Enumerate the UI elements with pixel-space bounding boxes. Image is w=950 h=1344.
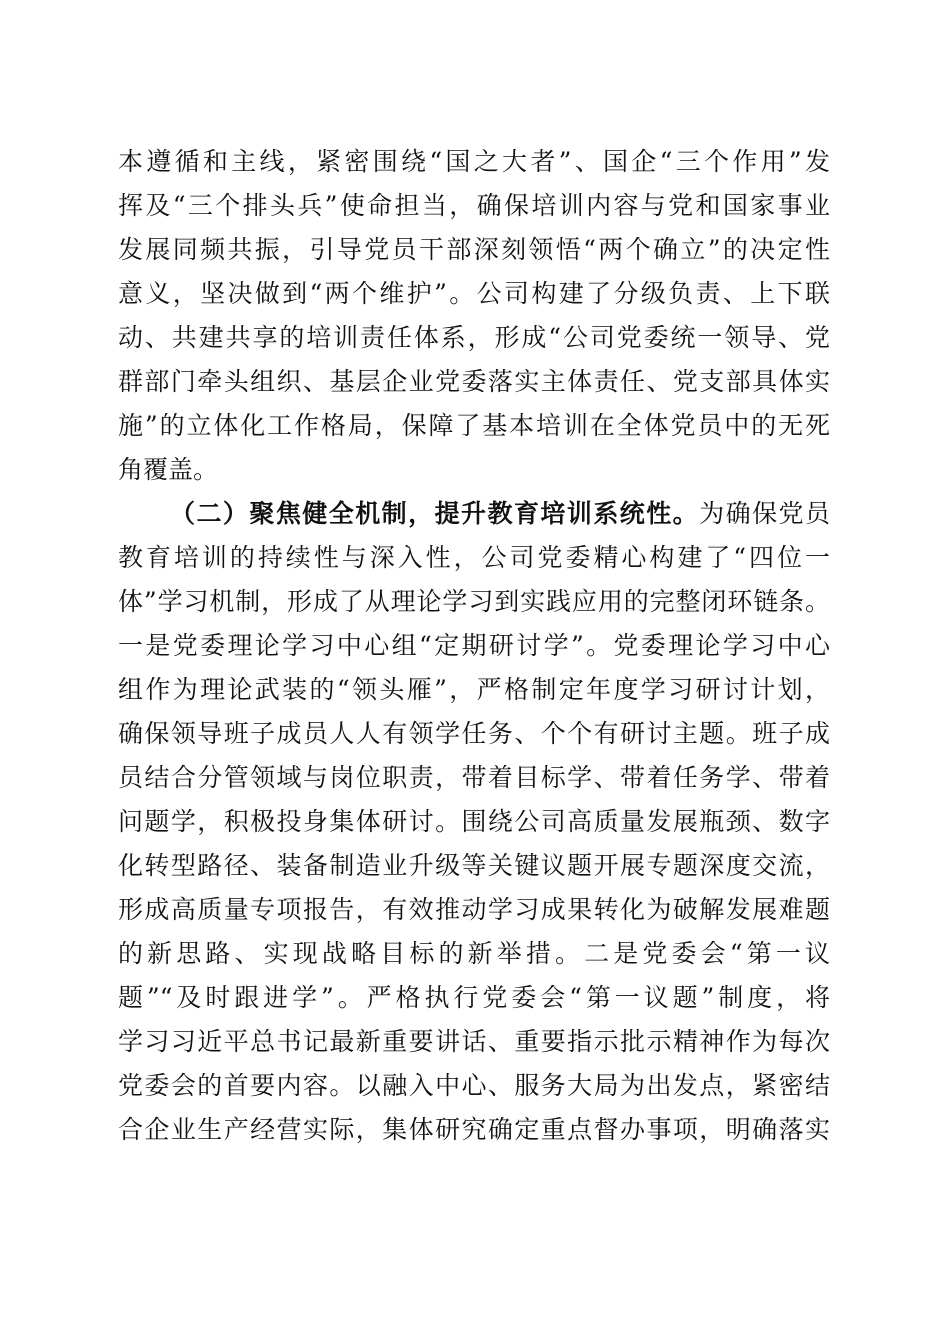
- text-line: 本遵循和主线，紧密围绕“国之大者”、国企“三个作用”发: [118, 147, 830, 176]
- text-line: 动、共建共享的培训责任体系，形成“公司党委统一领导、党: [118, 323, 830, 352]
- body-text: [118, 140, 830, 1152]
- text-line: 意义，坚决做到“两个维护”。公司构建了分级负责、上下联: [118, 279, 830, 308]
- text-line: 合企业生产经营实际，集体研究确定重点督办事项，明确落实: [118, 1115, 830, 1144]
- text-line: 一是党委理论学习中心组“定期研讨学”。党委理论学习中心: [118, 631, 830, 660]
- text-line: 学习习近平总书记最新重要讲话、重要指示批示精神作为每次: [118, 1027, 830, 1056]
- section-heading-continuation: 为确保党员: [699, 499, 830, 528]
- section-heading: （二）聚焦健全机制，提升教育培训系统性。: [170, 499, 700, 528]
- text-line: 施”的立体化工作格局，保障了基本培训在全体党员中的无死: [118, 411, 830, 440]
- text-line: 题”“及时跟进学”。严格执行党委会“第一议题”制度，将: [118, 983, 830, 1012]
- section-two-first-line: [118, 492, 830, 536]
- text-line: 角覆盖。: [118, 455, 219, 484]
- text-line: 确保领导班子成员人人有领学任务、个个有研讨主题。班子成: [118, 719, 830, 748]
- text-line: 群部门牵头组织、基层企业党委落实主体责任、党支部具体实: [118, 367, 830, 396]
- text-line: 发展同频共振，引导党员干部深刻领悟“两个确立”的决定性: [118, 235, 830, 264]
- text-line: 的新思路、实现战略目标的新举措。二是党委会“第一议: [118, 939, 830, 968]
- text-line: 组作为理论武装的“领头雁”，严格制定年度学习研讨计划，: [118, 675, 830, 704]
- text-line: 挥及“三个排头兵”使命担当，确保培训内容与党和国家事业: [118, 191, 830, 220]
- text-line: 体”学习机制，形成了从理论学习到实践应用的完整闭环链条。: [118, 587, 830, 616]
- text-line: 党委会的首要内容。以融入中心、服务大局为出发点，紧密结: [118, 1071, 830, 1100]
- text-line: 教育培训的持续性与深入性，公司党委精心构建了“四位一: [118, 543, 830, 572]
- text-line: 化转型路径、装备制造业升级等关键议题开展专题深度交流，: [118, 851, 830, 880]
- text-line: 员结合分管领域与岗位职责，带着目标学、带着任务学、带着: [118, 763, 830, 792]
- text-line: 形成高质量专项报告，有效推动学习成果转化为破解发展难题: [118, 895, 830, 924]
- text-line: 问题学，积极投身集体研讨。围绕公司高质量发展瓶颈、数字: [118, 807, 830, 836]
